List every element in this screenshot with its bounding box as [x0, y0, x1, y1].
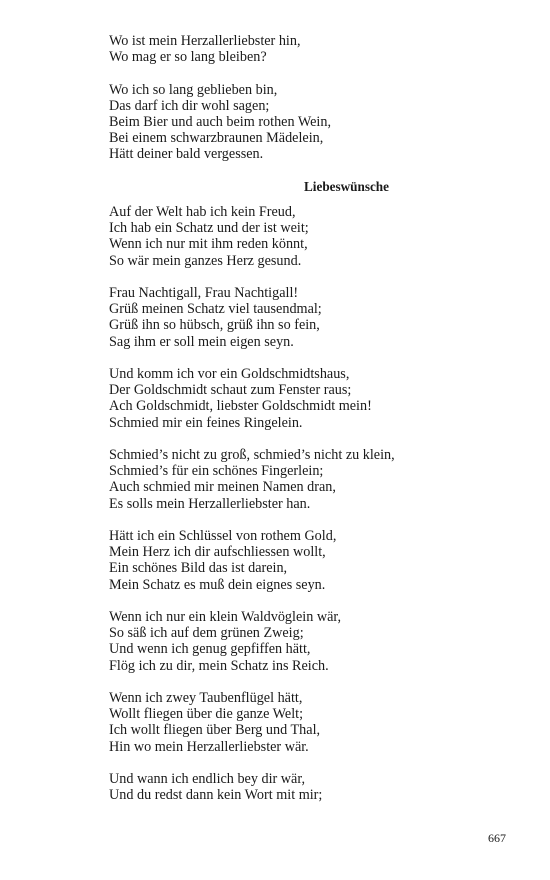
verse-line: Bei einem schwarzbraunen Mädelein, — [109, 130, 324, 147]
stanza — [109, 82, 529, 163]
stanza — [109, 285, 529, 350]
stanza — [109, 690, 529, 755]
verse-line: Wo mag er so lang bleiben? — [109, 49, 267, 66]
verse-line: Beim Bier und auch beim rothen Wein, — [109, 114, 331, 130]
stanza — [109, 366, 529, 431]
stanza — [109, 528, 529, 593]
verse-line: Ein schönes Bild das ist darein, — [109, 560, 288, 577]
verse-line: Schmied mir ein feines Ringelein. — [109, 414, 303, 431]
page-number: 667 — [488, 831, 506, 845]
intro-stanzas — [109, 33, 529, 163]
verse-line: Wenn ich nur ein klein Waldvöglein wär, — [109, 609, 342, 625]
stanza — [109, 33, 529, 65]
verse-line: Hätt ich ein Schlüssel von rothem Gold, — [109, 528, 337, 544]
poem-stanzas — [109, 204, 529, 803]
verse-line: Wenn ich zwey Taubenflügel hätt, — [109, 690, 303, 706]
verse-line: Sag ihm er soll mein eigen seyn. — [109, 333, 294, 350]
verse-line: Und wann ich endlich bey dir wär, — [109, 771, 306, 787]
verse-line: Grüß ihn so hübsch, grüß ihn so fein, — [109, 317, 320, 334]
verse-line: Der Goldschmidt schaut zum Fenster raus; — [109, 382, 352, 399]
verse-line: Und komm ich vor ein Goldschmidtshaus, — [109, 366, 350, 382]
verse-line: Und du redst dann kein Wort mit mir; — [109, 787, 323, 804]
verse-line: So säß ich auf dem grünen Zweig; — [109, 625, 304, 642]
verse-line: Frau Nachtigall, Frau Nachtigall! — [109, 285, 299, 301]
verse-line: Auch schmied mir meinen Namen dran, — [109, 479, 336, 496]
verse-line: Mein Schatz es muß dein eignes seyn. — [109, 576, 326, 593]
verse-line: Schmied’s für ein schönes Fingerlein; — [109, 463, 324, 480]
poem-text-block — [109, 33, 529, 820]
verse-line: Flög ich zu dir, mein Schatz ins Reich. — [109, 657, 329, 674]
verse-line: Wo ist mein Herzallerliebster hin, — [109, 33, 301, 49]
verse-line: Wenn ich nur mit ihm reden könnt, — [109, 236, 308, 253]
verse-line: Hätt deiner bald vergessen. — [109, 146, 264, 163]
poem-title: Liebeswünsche — [304, 178, 389, 194]
verse-line: Mein Herz ich dir aufschliessen wollt, — [109, 544, 326, 561]
stanza — [109, 447, 529, 512]
verse-line: Wollt fliegen über die ganze Welt; — [109, 706, 304, 723]
verse-line: Es solls mein Herzallerliebster han. — [109, 495, 311, 512]
verse-line: Grüß meinen Schatz viel tausendmal; — [109, 301, 322, 318]
verse-line: Auf der Welt hab ich kein Freud, — [109, 204, 296, 220]
verse-line: Ach Goldschmidt, liebster Goldschmidt mein! — [109, 398, 372, 415]
stanza — [109, 204, 529, 269]
stanza — [109, 771, 529, 803]
verse-line: Wo ich so lang geblieben bin, — [109, 81, 278, 98]
verse-line: Das darf ich dir wohl sagen; — [109, 97, 270, 114]
verse-line: Schmied’s nicht zu groß, schmied’s nicht zu klein, — [109, 447, 395, 463]
verse-line: Und wenn ich genug gepfiffen hätt, — [109, 641, 311, 658]
verse-line: Hin wo mein Herzallerliebster wär. — [109, 738, 309, 755]
stanza — [109, 609, 529, 674]
verse-line: Ich hab ein Schatz und der ist weit; — [109, 220, 309, 237]
verse-line: Ich wollt fliegen über Berg und Thal, — [109, 722, 321, 739]
verse-line: So wär mein ganzes Herz gesund. — [109, 252, 302, 269]
